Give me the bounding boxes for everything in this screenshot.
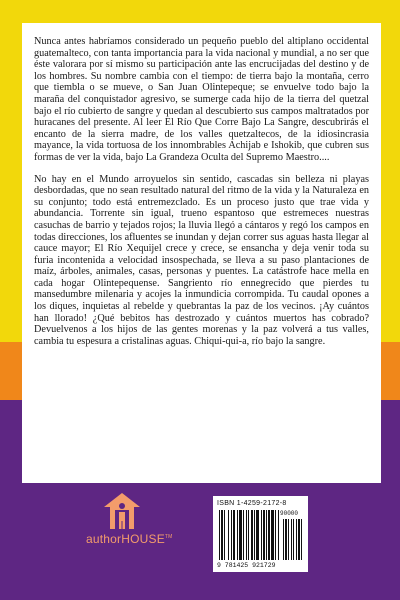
barcode-addon-bar bbox=[298, 519, 300, 560]
barcode-addon-bar bbox=[291, 519, 292, 560]
barcode-bar bbox=[261, 510, 262, 560]
barcode-addon-bar bbox=[293, 519, 294, 560]
barcode-bar bbox=[243, 510, 244, 560]
publisher-name-prefix: author bbox=[86, 532, 122, 546]
barcode-addon-bar bbox=[296, 519, 297, 560]
barcode-bar bbox=[228, 510, 229, 560]
barcode-bars bbox=[219, 510, 303, 562]
barcode-panel bbox=[213, 496, 308, 572]
publisher-name bbox=[86, 532, 173, 546]
house-person-icon bbox=[102, 492, 142, 530]
trademark-mark: TM bbox=[164, 534, 173, 540]
barcode-bar bbox=[268, 510, 270, 560]
barcode-bar bbox=[263, 510, 265, 560]
synopsis-paragraph: No hay en el Mundo arroyuelos sin sentido, cascadas sin belleza ni playas desbordadas, que no sean resultado natural del ritmo de la vida y la Naturaleza en su conjunto; todo está entremezclado. Es un proceso justo que trae vida y abundancia. Torrente sin igual, trueno espantoso que estremeces nuestras casuchas de barrio y tejados rojos; la lluvia llegó a cántaros y regó los campos en todas direcciones, los afluentes se inundan y dejan correr sus aguas hasta llegar al cauce mayor; El Río Xequijel crece y crece, se ensancha y deja venir toda su furia incontenida a velocidad insospechada, se lleva a su paso plantaciones de maíz, árboles, animales, casas, personas y puentes. La catástrofe hace mella en cada hogar Olintepequense. Sangriento río ennegrecido que pierdes tu mansedumbre milenaria y acojes la inmundicia corrompida. Tu caudal opones a los diques, inquietas al rebelde y quebrantas la paz de los vecinos. ¡Ay cuántos han llorado! ¿Qué bebitos has destrozado y cuántos muertos has cobrado? Devuelvenos a los hijos de las gentes morenas y la paz volverá a tus valles, cambia tu espesura a cristalinas aguas. Chiqui-qui-a, río bajo la sangre. bbox=[34, 173, 369, 347]
barcode-bar bbox=[256, 510, 259, 560]
ean-number: 9 781425 921729 bbox=[217, 562, 276, 569]
barcode-addon-bar bbox=[283, 519, 284, 560]
barcode-bar bbox=[275, 510, 276, 560]
barcode-bar bbox=[239, 510, 242, 560]
barcode-bar bbox=[248, 510, 249, 560]
publisher-logo bbox=[86, 492, 173, 556]
barcode-bar bbox=[266, 510, 267, 560]
barcode-addon-bar bbox=[301, 519, 302, 560]
barcode-bar bbox=[271, 510, 274, 560]
barcode-addon-bar bbox=[285, 519, 287, 560]
barcode-bar bbox=[251, 510, 253, 560]
isbn-label: ISBN 1-4259-2172-8 bbox=[217, 500, 287, 507]
barcode-bar bbox=[246, 510, 247, 560]
barcode-addon-number: 90000 bbox=[280, 510, 299, 517]
barcode-bar bbox=[233, 510, 235, 560]
barcode-addon-bar bbox=[288, 519, 289, 560]
barcode-bar bbox=[231, 510, 232, 560]
barcode-bar bbox=[254, 510, 255, 560]
barcode-bar bbox=[278, 510, 279, 560]
barcode-bar bbox=[221, 510, 223, 560]
barcode-bar bbox=[219, 510, 220, 560]
synopsis-text-panel bbox=[22, 23, 381, 483]
barcode-bar bbox=[224, 510, 225, 560]
synopsis-paragraph: Nunca antes habríamos considerado un pequeño pueblo del altiplano occidental guatemalteco, con tanta importancia para la vida nacional y mundial, a no ser que éste valorara por sí mismo su participación ante las encrucijadas del destino y de los hombres. Su nombre cambia con el tiempo: de tierra bajo la montaña, cerro que tiembla o se mueve, o San Juan Olintepeque; se envuelve todo bajo la maraña del conquistador agresivo, se sumerge cada hijo de la tierra del quetzal bajo el río cubierto de sangre y quedan al descubierto sus campos maltratados por huracanes del presente. Al leer El Río Que Corre Bajo La Sangre, descubrirás el encanto de la sierra madre, de los valles quetzaltecos, de la idiosincrasia mayance, la vida tortuosa de los innombrables Achijab e Ishokib, que cubren sus formas de ver la vida, bajo La Grandeza Oculta del Supremo Maestro.... bbox=[34, 36, 370, 163]
barcode-bar bbox=[237, 510, 238, 560]
publisher-name-suffix: HOUSE bbox=[121, 532, 165, 546]
